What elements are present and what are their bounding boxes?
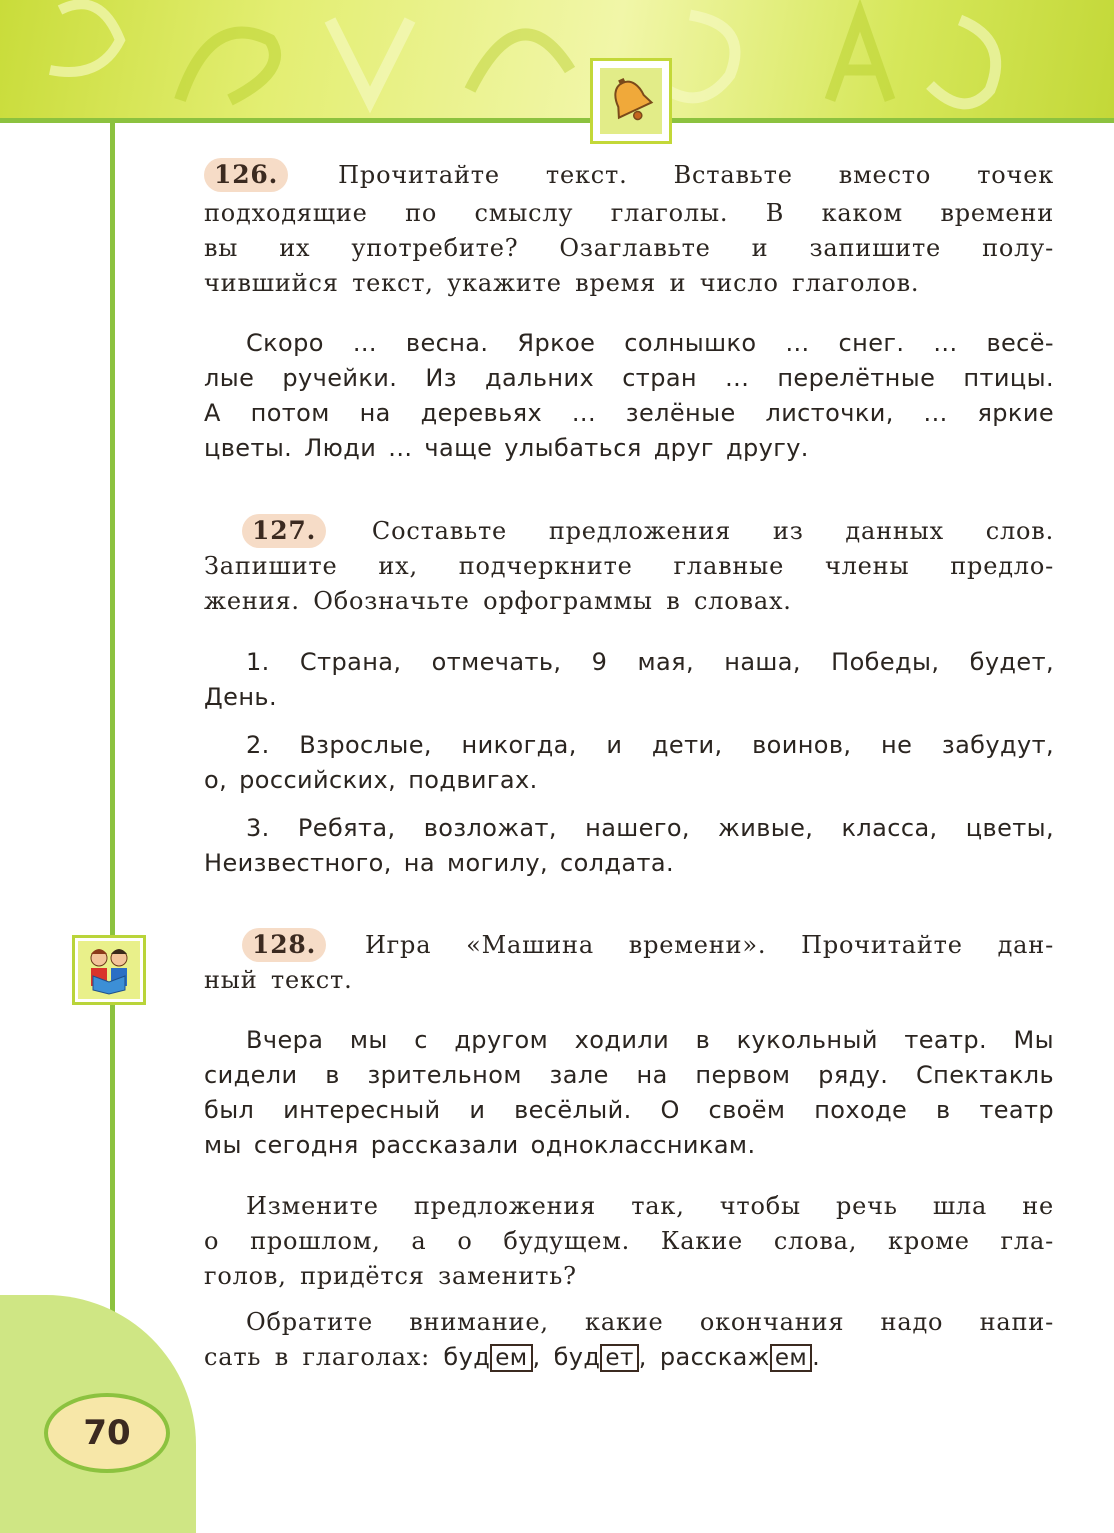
text-line: цветы. Люди ... чаще улыбаться друг другу. xyxy=(204,434,809,462)
verb-ending-box: ем xyxy=(490,1344,532,1372)
verb-stem: буд xyxy=(553,1343,601,1371)
page-number: 70 xyxy=(44,1393,170,1473)
item-line: День. xyxy=(204,683,277,711)
instruction-line: Прочитайте текст. Вставьте вместо точек xyxy=(338,161,1054,189)
verb-ending-box: ем xyxy=(770,1344,812,1372)
separator: . xyxy=(812,1343,821,1371)
exercise-number-badge: 128. xyxy=(242,928,326,962)
item-line: 2. Взрослые, никогда, и дети, воинов, не забудут, xyxy=(246,731,1054,759)
instruction-line: Запишите их, подчеркните главные члены предло- xyxy=(204,552,1054,580)
instruction-line: жения. Обозначьте орфограммы в словах. xyxy=(204,587,792,615)
exercise-128-text xyxy=(204,1023,1054,1163)
separator: , xyxy=(532,1343,554,1371)
bell-icon-frame xyxy=(590,58,672,144)
exercise-126-instruction-rest xyxy=(204,196,1054,301)
children-reading-icon xyxy=(81,944,137,996)
exercise-127-item-3 xyxy=(204,811,1054,881)
exercise-127-item-2 xyxy=(204,728,1054,798)
exercise-127-instruction xyxy=(204,514,1054,619)
note-line-2 xyxy=(204,1340,1054,1375)
item-line: 3. Ребята, возложат, нашего, живые, класса, цветы, xyxy=(246,814,1054,842)
item-line: о, российских, подвигах. xyxy=(204,766,538,794)
note-prefix: сать в глаголах: xyxy=(204,1343,444,1371)
exercise-128-instruction xyxy=(204,928,1054,998)
instruction-line: ный текст. xyxy=(204,966,353,994)
task-line: голов, придётся заменить? xyxy=(204,1262,577,1290)
exercise-128-task xyxy=(204,1189,1054,1294)
item-line: 1. Страна, отмечать, 9 мая, наша, Победы, будет, xyxy=(246,648,1054,676)
exercise-126-instruction-text xyxy=(204,158,1054,193)
text-line: мы сегодня рассказали одноклассникам. xyxy=(204,1131,756,1159)
text-line: Вчера мы с другом ходили в кукольный театр. Мы xyxy=(246,1026,1054,1054)
separator: , xyxy=(638,1343,660,1371)
text-line: сидели в зрительном зале на первом ряду. Спектакль xyxy=(204,1061,1054,1089)
decorative-letters xyxy=(0,0,1114,120)
text-line: был интересный и весёлый. О своём походе в театр xyxy=(204,1096,1054,1124)
exercise-128-note xyxy=(204,1305,1054,1375)
instruction-line: подходящие по смыслу глаголы. В каком времени xyxy=(204,199,1054,227)
margin-line xyxy=(110,118,115,1418)
verb-ending-box: ет xyxy=(600,1344,638,1372)
note-line: Обратите внимание, какие окончания надо напи- xyxy=(246,1308,1054,1336)
text-line: А потом на деревьях ... зелёные листочки, ... яркие xyxy=(204,399,1054,427)
exercise-126-text xyxy=(204,326,1054,466)
task-line: Измените предложения так, чтобы речь шла не xyxy=(246,1192,1054,1220)
task-line: о прошлом, а о будущем. Какие слова, кроме гла- xyxy=(204,1227,1054,1255)
text-line: лые ручейки. Из дальних стран ... перелётные птицы. xyxy=(204,364,1054,392)
exercise-number-badge: 126. xyxy=(204,158,288,192)
banner-divider xyxy=(0,118,1114,123)
instruction-line: чившийся текст, укажите время и число глаголов. xyxy=(204,269,920,297)
children-reading-icon-frame xyxy=(72,935,146,1005)
instruction-line: вы их употребите? Озаглавьте и запишите полу- xyxy=(204,234,1054,262)
instruction-line: Составьте предложения из данных слов. xyxy=(371,517,1055,545)
verb-stem: буд xyxy=(443,1343,491,1371)
exercise-127-item-1 xyxy=(204,645,1054,715)
header-banner xyxy=(0,0,1114,120)
exercise-number-badge: 127. xyxy=(242,514,326,548)
bell-icon xyxy=(607,75,655,127)
verb-stem: расскаж xyxy=(659,1343,770,1371)
instruction-line: Игра «Машина времени». Прочитайте дан- xyxy=(364,931,1054,959)
text-line: Скоро ... весна. Яркое солнышко ... снег. ... весё- xyxy=(246,329,1054,357)
item-line: Неизвестного, на могилу, солдата. xyxy=(204,849,675,877)
